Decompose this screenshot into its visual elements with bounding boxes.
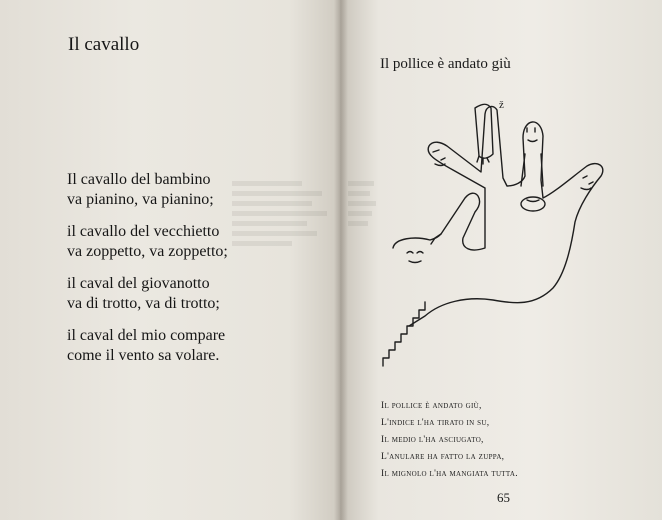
verse-line: Il medio l'ha asciugato, xyxy=(381,435,484,445)
poem-title-pollice: Il pollice è andato giù xyxy=(380,56,511,72)
poem-title-cavallo: Il cavallo xyxy=(68,34,140,55)
stanza-4 xyxy=(67,326,225,366)
show-through-text-right xyxy=(348,176,376,231)
verse-line: il caval del giovanotto xyxy=(67,275,210,292)
verse-line: va di trotto, va di trotto; xyxy=(67,295,220,312)
hand-outline xyxy=(393,107,603,326)
hand-illustration xyxy=(375,88,625,378)
verse-line: come il vento sa volare. xyxy=(67,347,220,364)
svg-text:ž: ž xyxy=(499,99,504,111)
verse-line: il cavallo del vecchietto xyxy=(67,223,220,240)
verse-line: va pianino, va pianino; xyxy=(67,191,214,208)
stanza-2 xyxy=(67,222,228,262)
verse-line: Il mignolo l'ha mangiata tutta. xyxy=(381,469,518,479)
pollice-poem xyxy=(381,398,518,483)
show-through-text-left xyxy=(232,176,327,251)
book-gutter xyxy=(334,0,348,520)
verse-line: va zoppetto, va zoppetto; xyxy=(67,243,228,260)
stanza-3 xyxy=(67,274,220,314)
verse-line: il caval del mio compare xyxy=(67,327,226,344)
wrist-steps xyxy=(383,302,425,366)
verse-line: L'anulare ha fatto la zuppa, xyxy=(381,452,505,462)
verse-line: L'indice l'ha tirato in su, xyxy=(381,418,490,428)
stanza-1 xyxy=(67,170,214,210)
verse-line: Il pollice è andato giù, xyxy=(381,401,482,411)
page-number: 65 xyxy=(497,490,510,505)
verse-line: Il cavallo del bambino xyxy=(67,171,211,188)
